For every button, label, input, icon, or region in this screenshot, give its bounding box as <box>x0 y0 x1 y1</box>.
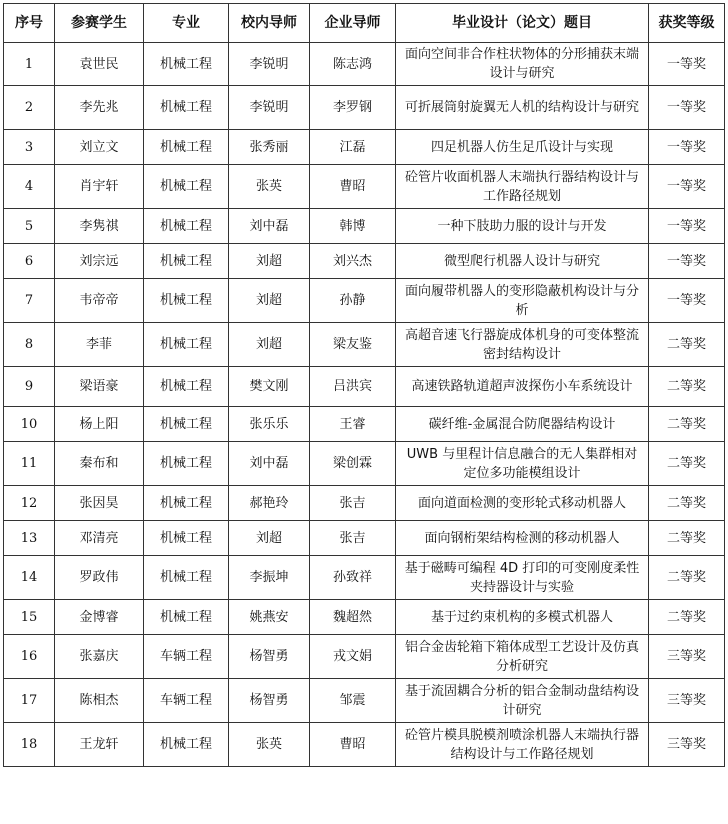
award-level: 三等奖 <box>649 679 725 723</box>
major: 机械工程 <box>144 600 229 635</box>
major: 机械工程 <box>144 723 229 767</box>
row-index: 8 <box>4 323 55 367</box>
student-name: 刘宗远 <box>55 244 144 279</box>
award-level: 二等奖 <box>649 556 725 600</box>
award-level: 一等奖 <box>649 43 725 86</box>
header-student: 参赛学生 <box>55 4 144 43</box>
row-index: 15 <box>4 600 55 635</box>
table-body <box>4 43 725 767</box>
award-level: 三等奖 <box>649 635 725 679</box>
row-index: 12 <box>4 486 55 521</box>
school-advisor: 李锐明 <box>229 43 310 86</box>
school-advisor: 李振坤 <box>229 556 310 600</box>
table-row <box>4 679 725 723</box>
row-index: 2 <box>4 86 55 130</box>
school-advisor: 张秀丽 <box>229 130 310 165</box>
table-row <box>4 723 725 767</box>
table-row <box>4 279 725 323</box>
table-row <box>4 635 725 679</box>
thesis-title: 高超音速飞行器旋成体机身的可变体整流密封结构设计 <box>396 323 649 367</box>
thesis-title: 基于磁畴可编程 4D 打印的可变刚度柔性夹持器设计与实验 <box>396 556 649 600</box>
school-advisor: 刘超 <box>229 521 310 556</box>
company-advisor: 李罗钢 <box>310 86 396 130</box>
award-level: 二等奖 <box>649 323 725 367</box>
award-level: 一等奖 <box>649 279 725 323</box>
thesis-title: 微型爬行机器人设计与研究 <box>396 244 649 279</box>
student-name: 李菲 <box>55 323 144 367</box>
thesis-title: 面向钢桁架结构检测的移动机器人 <box>396 521 649 556</box>
row-index: 16 <box>4 635 55 679</box>
row-index: 13 <box>4 521 55 556</box>
school-advisor: 张英 <box>229 165 310 209</box>
award-level: 二等奖 <box>649 600 725 635</box>
award-level: 一等奖 <box>649 244 725 279</box>
header-thesis-title: 毕业设计（论文）题目 <box>396 4 649 43</box>
table-row <box>4 442 725 486</box>
table-row <box>4 323 725 367</box>
school-advisor: 姚燕安 <box>229 600 310 635</box>
header-row <box>4 4 725 43</box>
row-index: 1 <box>4 43 55 86</box>
student-name: 梁语豪 <box>55 367 144 407</box>
awards-table-container <box>3 3 725 767</box>
row-index: 9 <box>4 367 55 407</box>
company-advisor: 刘兴杰 <box>310 244 396 279</box>
student-name: 陈相杰 <box>55 679 144 723</box>
school-advisor: 杨智勇 <box>229 679 310 723</box>
student-name: 金博睿 <box>55 600 144 635</box>
company-advisor: 陈志鸿 <box>310 43 396 86</box>
company-advisor: 孙静 <box>310 279 396 323</box>
company-advisor: 孙致祥 <box>310 556 396 600</box>
award-level: 二等奖 <box>649 407 725 442</box>
company-advisor: 韩博 <box>310 209 396 244</box>
table-row <box>4 486 725 521</box>
row-index: 7 <box>4 279 55 323</box>
table-row <box>4 407 725 442</box>
major: 机械工程 <box>144 442 229 486</box>
award-level: 一等奖 <box>649 209 725 244</box>
thesis-title: 可折展筒射旋翼无人机的结构设计与研究 <box>396 86 649 130</box>
award-level: 二等奖 <box>649 486 725 521</box>
thesis-title: UWB 与里程计信息融合的无人集群相对定位多功能模组设计 <box>396 442 649 486</box>
thesis-title: 面向道面检测的变形轮式移动机器人 <box>396 486 649 521</box>
row-index: 17 <box>4 679 55 723</box>
header-school-advisor: 校内导师 <box>229 4 310 43</box>
school-advisor: 刘中磊 <box>229 209 310 244</box>
company-advisor: 王睿 <box>310 407 396 442</box>
award-level: 一等奖 <box>649 86 725 130</box>
awards-table <box>3 3 725 767</box>
student-name: 袁世民 <box>55 43 144 86</box>
school-advisor: 郝艳玲 <box>229 486 310 521</box>
thesis-title: 面向空间非合作柱状物体的分形捕获末端设计与研究 <box>396 43 649 86</box>
table-row <box>4 86 725 130</box>
row-index: 10 <box>4 407 55 442</box>
row-index: 18 <box>4 723 55 767</box>
row-index: 14 <box>4 556 55 600</box>
company-advisor: 魏超然 <box>310 600 396 635</box>
table-row <box>4 43 725 86</box>
major: 机械工程 <box>144 165 229 209</box>
thesis-title: 碳纤维-金属混合防爬器结构设计 <box>396 407 649 442</box>
table-row <box>4 556 725 600</box>
student-name: 刘立文 <box>55 130 144 165</box>
major: 机械工程 <box>144 209 229 244</box>
school-advisor: 樊文刚 <box>229 367 310 407</box>
row-index: 5 <box>4 209 55 244</box>
school-advisor: 刘中磊 <box>229 442 310 486</box>
award-level: 二等奖 <box>649 521 725 556</box>
company-advisor: 张吉 <box>310 486 396 521</box>
table-row <box>4 244 725 279</box>
major: 机械工程 <box>144 130 229 165</box>
student-name: 韦帝帝 <box>55 279 144 323</box>
award-level: 二等奖 <box>649 367 725 407</box>
award-level: 二等奖 <box>649 442 725 486</box>
school-advisor: 张乐乐 <box>229 407 310 442</box>
company-advisor: 吕洪宾 <box>310 367 396 407</box>
student-name: 李先兆 <box>55 86 144 130</box>
major: 车辆工程 <box>144 679 229 723</box>
student-name: 肖宇轩 <box>55 165 144 209</box>
major: 机械工程 <box>144 244 229 279</box>
thesis-title: 基于流固耦合分析的铝合金制动盘结构设计研究 <box>396 679 649 723</box>
row-index: 3 <box>4 130 55 165</box>
thesis-title: 一种下肢助力服的设计与开发 <box>396 209 649 244</box>
student-name: 邓清亮 <box>55 521 144 556</box>
table-row <box>4 130 725 165</box>
student-name: 罗政伟 <box>55 556 144 600</box>
award-level: 一等奖 <box>649 130 725 165</box>
major: 机械工程 <box>144 367 229 407</box>
major: 机械工程 <box>144 43 229 86</box>
award-level: 一等奖 <box>649 165 725 209</box>
company-advisor: 戎文娟 <box>310 635 396 679</box>
company-advisor: 梁创霖 <box>310 442 396 486</box>
company-advisor: 江磊 <box>310 130 396 165</box>
award-level: 三等奖 <box>649 723 725 767</box>
school-advisor: 刘超 <box>229 279 310 323</box>
company-advisor: 邹震 <box>310 679 396 723</box>
thesis-title: 基于过约束机构的多模式机器人 <box>396 600 649 635</box>
thesis-title: 四足机器人仿生足爪设计与实现 <box>396 130 649 165</box>
table-row <box>4 165 725 209</box>
thesis-title: 铝合金齿轮箱下箱体成型工艺设计及仿真分析研究 <box>396 635 649 679</box>
header-company-advisor: 企业导师 <box>310 4 396 43</box>
school-advisor: 李锐明 <box>229 86 310 130</box>
company-advisor: 梁友鉴 <box>310 323 396 367</box>
school-advisor: 刘超 <box>229 323 310 367</box>
major: 机械工程 <box>144 407 229 442</box>
table-row <box>4 521 725 556</box>
school-advisor: 刘超 <box>229 244 310 279</box>
student-name: 张因昊 <box>55 486 144 521</box>
student-name: 李隽祺 <box>55 209 144 244</box>
table-row <box>4 209 725 244</box>
school-advisor: 张英 <box>229 723 310 767</box>
company-advisor: 曹昭 <box>310 723 396 767</box>
student-name: 杨上阳 <box>55 407 144 442</box>
company-advisor: 张吉 <box>310 521 396 556</box>
major: 机械工程 <box>144 486 229 521</box>
major: 机械工程 <box>144 521 229 556</box>
school-advisor: 杨智勇 <box>229 635 310 679</box>
student-name: 秦布和 <box>55 442 144 486</box>
thesis-title: 面向履带机器人的变形隐蔽机构设计与分析 <box>396 279 649 323</box>
major: 机械工程 <box>144 323 229 367</box>
major: 机械工程 <box>144 279 229 323</box>
thesis-title: 砼管片收面机器人末端执行器结构设计与工作路径规划 <box>396 165 649 209</box>
header-index: 序号 <box>4 4 55 43</box>
table-row <box>4 367 725 407</box>
company-advisor: 曹昭 <box>310 165 396 209</box>
row-index: 4 <box>4 165 55 209</box>
thesis-title: 砼管片模具脱模剂喷涂机器人末端执行器结构设计与工作路径规划 <box>396 723 649 767</box>
student-name: 王龙轩 <box>55 723 144 767</box>
row-index: 6 <box>4 244 55 279</box>
header-award-level: 获奖等级 <box>649 4 725 43</box>
major: 机械工程 <box>144 556 229 600</box>
major: 机械工程 <box>144 86 229 130</box>
thesis-title: 高速铁路轨道超声波探伤小车系统设计 <box>396 367 649 407</box>
table-row <box>4 600 725 635</box>
major: 车辆工程 <box>144 635 229 679</box>
header-major: 专业 <box>144 4 229 43</box>
student-name: 张嘉庆 <box>55 635 144 679</box>
row-index: 11 <box>4 442 55 486</box>
